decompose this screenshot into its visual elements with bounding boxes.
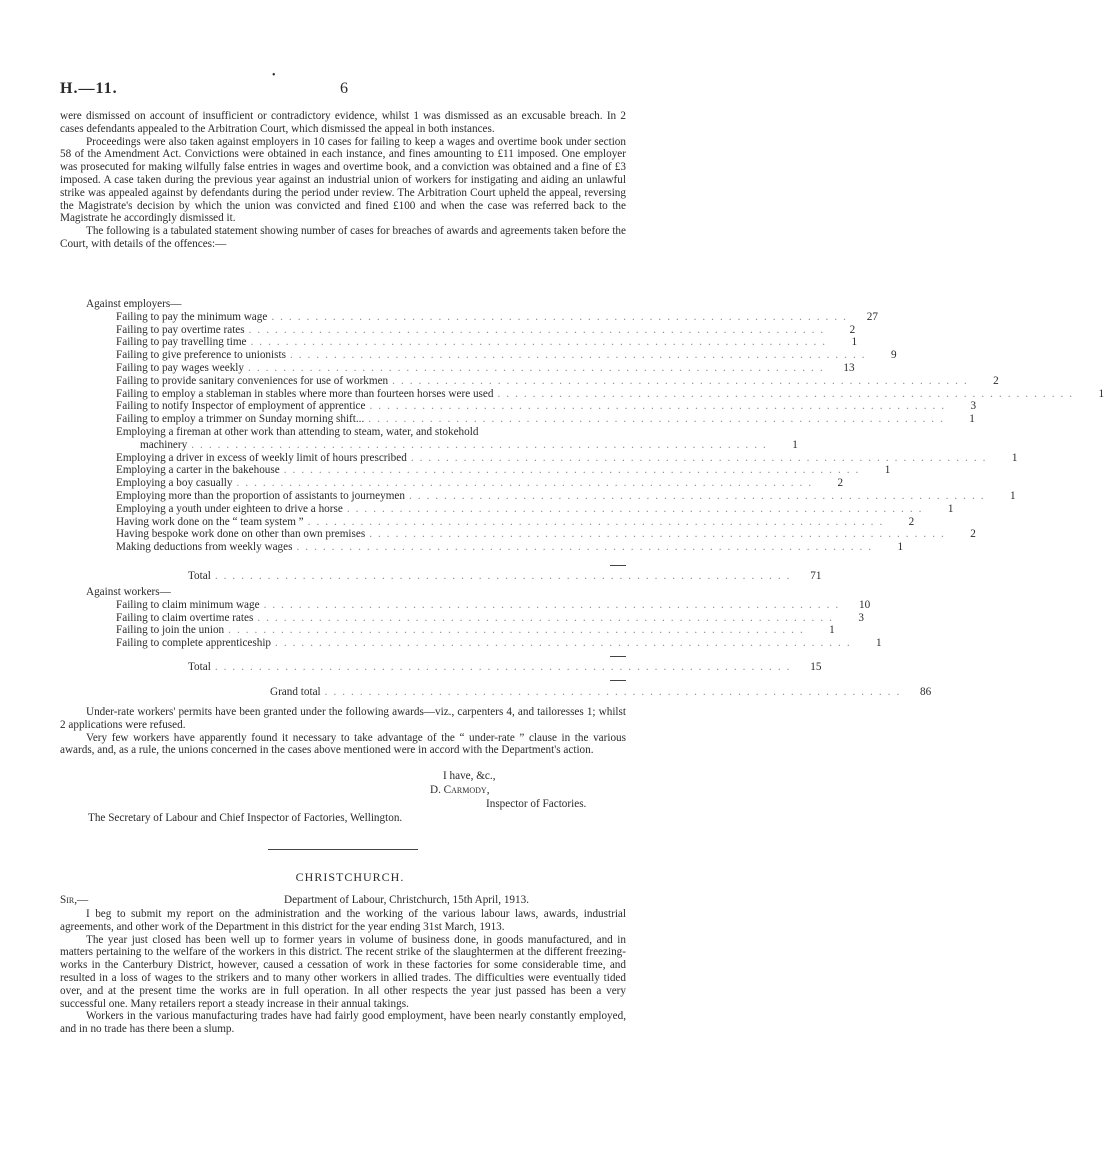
grand-total — [60, 686, 932, 699]
offence-row: Failing to pay travelling time .................................................................. 1 — [116, 336, 858, 349]
offence-count: 1 — [876, 637, 882, 650]
offence-label: Failing to join the union — [116, 624, 225, 637]
offence-count: 9 — [890, 349, 897, 362]
workers-total-row: Total .................................................................. 15 — [188, 661, 822, 673]
offence-count: 1 — [1098, 387, 1104, 400]
offence-count: 1 — [851, 336, 858, 349]
offence-count: 1 — [969, 413, 975, 426]
offence-label: Failing to pay overtime rates — [116, 323, 245, 336]
section-divider — [268, 849, 418, 850]
salutation: Sir,— — [60, 894, 89, 906]
offence-row — [60, 426, 626, 439]
offence-count: 27 — [866, 310, 878, 323]
offence-label: Employing a boy casually — [116, 477, 233, 490]
employers-heading: Against employers— — [86, 298, 182, 310]
offence-count: 2 — [970, 528, 976, 541]
workers-heading: Against workers— — [86, 586, 171, 598]
employers-total — [60, 570, 822, 583]
section-heading: CHRISTCHURCH. — [295, 870, 405, 884]
offence-label: Failing to employ a stableman in stables where more than fourteen horses were used — [116, 387, 494, 400]
offence-row: Employing more than the proportion of assistants to journeymen .................................................................. 1 — [116, 489, 1016, 502]
offence-label: Employing a youth under eighteen to drive a horse — [116, 502, 343, 515]
offence-label: Failing to notify Inspector of employment of apprentice — [116, 400, 366, 413]
offence-label: Having bespoke work done on other than own premises — [116, 528, 366, 541]
offence-row: Failing to claim overtime rates .................................................................. 3 — [116, 611, 864, 624]
offence-row: Failing to pay the minimum wage .................................................................. 27 — [116, 310, 878, 323]
offence-count: 1 — [829, 624, 835, 637]
offence-label: Employing a carter in the bakehouse — [116, 464, 280, 477]
offence-row: Failing to provide sanitary conveniences for use of workmen .................................................................. 2 — [116, 374, 999, 387]
offence-count: 3 — [970, 400, 977, 413]
paragraph-year-review: The year just closed has been well up to former years in volume of business done, in goods manufactured, and in matters pertaining to the welfare of the workers in this district. The recent strike of the slaughtermen at the different freezing-works in the Canterbury District, however, caused a cessation of work in these factories for some considerable time, and resulted in a loss of wages to the strikers and to many other workers in allied trades. The difficulties were eventually tided over, and at the present time the works are in full operation. In all other respects the year just passed has been a very successful one. Many retailers report a steady increase in their annual takings. — [60, 933, 626, 1010]
signatory-name: D. Carmody, — [430, 784, 490, 796]
offence-count: 2 — [837, 477, 844, 490]
offence-count: 1 — [1009, 489, 1016, 502]
offence-row: Failing to notify Inspector of employment of apprentice .................................................................. 3 — [116, 400, 977, 413]
offence-label: Failing to pay wages weekly — [116, 361, 245, 374]
offence-row: Having work done on the “ team system ” .................................................................. 2 — [116, 515, 915, 528]
offence-row: Failing to claim minimum wage .................................................................. 10 — [116, 598, 871, 611]
offence-row: Having bespoke work done on other than own premises .................................................................. 2 — [116, 528, 976, 541]
offence-label: Employing a fireman at other work than attending to steam, water, and stokehold — [116, 425, 479, 438]
offence-count: 2 — [849, 323, 856, 336]
grand-total-row: Grand total .................................................................. 86 — [270, 686, 932, 698]
addressee: The Secretary of Labour and Chief Inspector of Factories, Wellington. — [88, 812, 403, 824]
offence-count: 2 — [993, 374, 999, 387]
offence-label: Employing a driver in excess of weekly limit of hours prescribed — [116, 451, 407, 464]
subtotal-rule — [610, 565, 626, 566]
offence-row: Employing a driver in excess of weekly limit of hours prescribed .................................................................. 1 — [116, 451, 1018, 464]
offence-label: Failing to employ a trimmer on Sunday morning shift... — [116, 413, 365, 426]
workers-subtotal-rule — [610, 656, 626, 657]
offence-count: 1 — [1011, 451, 1018, 464]
offence-label: Failing to give preference to unionists — [116, 349, 286, 362]
offence-row: Failing to pay overtime rates .................................................................. 2 — [116, 323, 856, 336]
offence-count: 13 — [843, 361, 855, 374]
report-code: H.—11. — [60, 80, 118, 97]
offence-label: Having work done on the “ team system ” — [116, 515, 304, 528]
employers-total-value: 71 — [810, 570, 822, 582]
offence-label: Failing to provide sanitary conveniences for use of workmen — [116, 374, 389, 387]
workers-total-value: 15 — [810, 661, 822, 673]
paragraph-proceedings: Proceedings were also taken against employers in 10 cases for failing to keep a wages and overtime book under section 58 of the Amendment Act. Convictions were obtained in each instance, and fines amounting to £11 imposed. One employer was prosecuted for making wilfully false entries in wages and overtime book, and a conviction was obtained and a fine of £3 imposed. A case taken during the previous year against an industrial union of workers for instigating and aiding an unlawful strike was appealed against by defendants during the period under review. The Arbitration Court upheld the appeal, reversing the Magistrate's decision by which the union was convicted and fined £100 and when the case was referred back to the Magistrate he accordingly dismissed it. — [60, 135, 626, 225]
offence-count: 1 — [947, 502, 954, 515]
grand-total-rule — [610, 680, 626, 681]
offence-row: Employing a boy casually .................................................................. 2 — [116, 477, 844, 490]
offence-count: 10 — [858, 598, 871, 611]
offence-count: 2 — [908, 515, 915, 528]
christchurch-report — [60, 908, 626, 1036]
header-mark: • — [272, 70, 276, 81]
offence-label: Failing to claim overtime rates — [116, 611, 254, 624]
paragraph-submit: I beg to submit my report on the administration and the working of the various labour laws, awards, industrial agreements, and other work of the Department in this district for the year ending 31st March, 1913. — [60, 908, 626, 933]
offence-count: 1 — [897, 541, 904, 554]
page-header — [60, 70, 640, 102]
workers-total — [60, 661, 822, 674]
offence-count: 3 — [858, 611, 864, 624]
offence-row: Failing to employ a trimmer on Sunday morning shift... .................................................................. 1 — [116, 413, 975, 426]
offence-row: Making deductions from weekly wages .................................................................. 1 — [116, 541, 904, 554]
offence-row-continued: machinery .................................................................. 1 — [140, 438, 798, 451]
offences-table — [60, 298, 1104, 554]
workers-table — [60, 586, 882, 650]
offence-label: Making deductions from weekly wages — [116, 541, 293, 554]
offence-label: Failing to pay travelling time — [116, 336, 247, 349]
grand-total-value: 86 — [920, 686, 932, 698]
offence-row: Failing to give preference to unionists .................................................................. 9 — [116, 349, 897, 362]
offence-label: Employing more than the proportion of assistants to journeymen — [116, 489, 405, 502]
paragraph-under-rate: Very few workers have apparently found it necessary to take advantage of the “ under-rate ” clause in the various awards, and, as a rule, the unions concerned in the cases above mentioned were in accord with the Department's action. — [60, 731, 626, 757]
page-number: 6 — [340, 80, 348, 97]
offence-row: Failing to pay wages weekly .................................................................. 13 — [116, 361, 855, 374]
employers-offences-list — [60, 310, 1104, 554]
offence-row: Employing a carter in the bakehouse .................................................................. 1 — [116, 464, 891, 477]
dateline: Department of Labour, Christchurch, 15th April, 1913. — [284, 894, 530, 906]
offence-count: 1 — [792, 438, 798, 451]
offence-label: Failing to complete apprenticeship — [116, 637, 272, 650]
employers-total-row: Total .................................................................. 71 — [188, 570, 822, 582]
paragraph-employment: Workers in the various manufacturing trades have had fairly good employment, have been nearly constantly employed, and in no trade has there been a slump. — [60, 1010, 626, 1036]
offence-row: Employing a youth under eighteen to drive a horse .................................................................. 1 — [116, 502, 954, 515]
workers-offences-list — [60, 598, 882, 650]
paragraph-permits: Under-rate workers' permits have been granted under the following awards—viz., carpenters 4, and tailoresses 1; whilst 2 applications were refused. — [60, 706, 626, 731]
offence-row: Failing to join the union .................................................................. 1 — [116, 624, 835, 637]
offence-label: Failing to pay the minimum wage — [116, 310, 268, 323]
closing-text — [60, 706, 626, 757]
paragraph-table-intro: The following is a tabulated statement showing number of cases for breaches of awards and agreements taken before the Court, with details of the offences:— — [60, 225, 626, 250]
signatory-title: Inspector of Factories. — [486, 798, 587, 810]
paragraph-dismissals: were dismissed on account of insufficient or contradictory evidence, whilst 1 was dismissed as an excusable breach. In 2 cases defendants appealed to the Arbitration Court, which dismissed the appeal in both instances. — [60, 110, 626, 135]
offence-label-continued: machinery — [140, 438, 188, 451]
offence-label: Failing to claim minimum wage — [116, 598, 260, 611]
intro-text — [60, 110, 626, 251]
offence-row: Failing to employ a stableman in stables where more than fourteen horses were used .................................................................. 1 — [116, 387, 1104, 400]
offence-row: Failing to complete apprenticeship .................................................................. 1 — [116, 637, 882, 650]
closing-have: I have, &c., — [443, 770, 496, 782]
offence-count: 1 — [884, 464, 891, 477]
